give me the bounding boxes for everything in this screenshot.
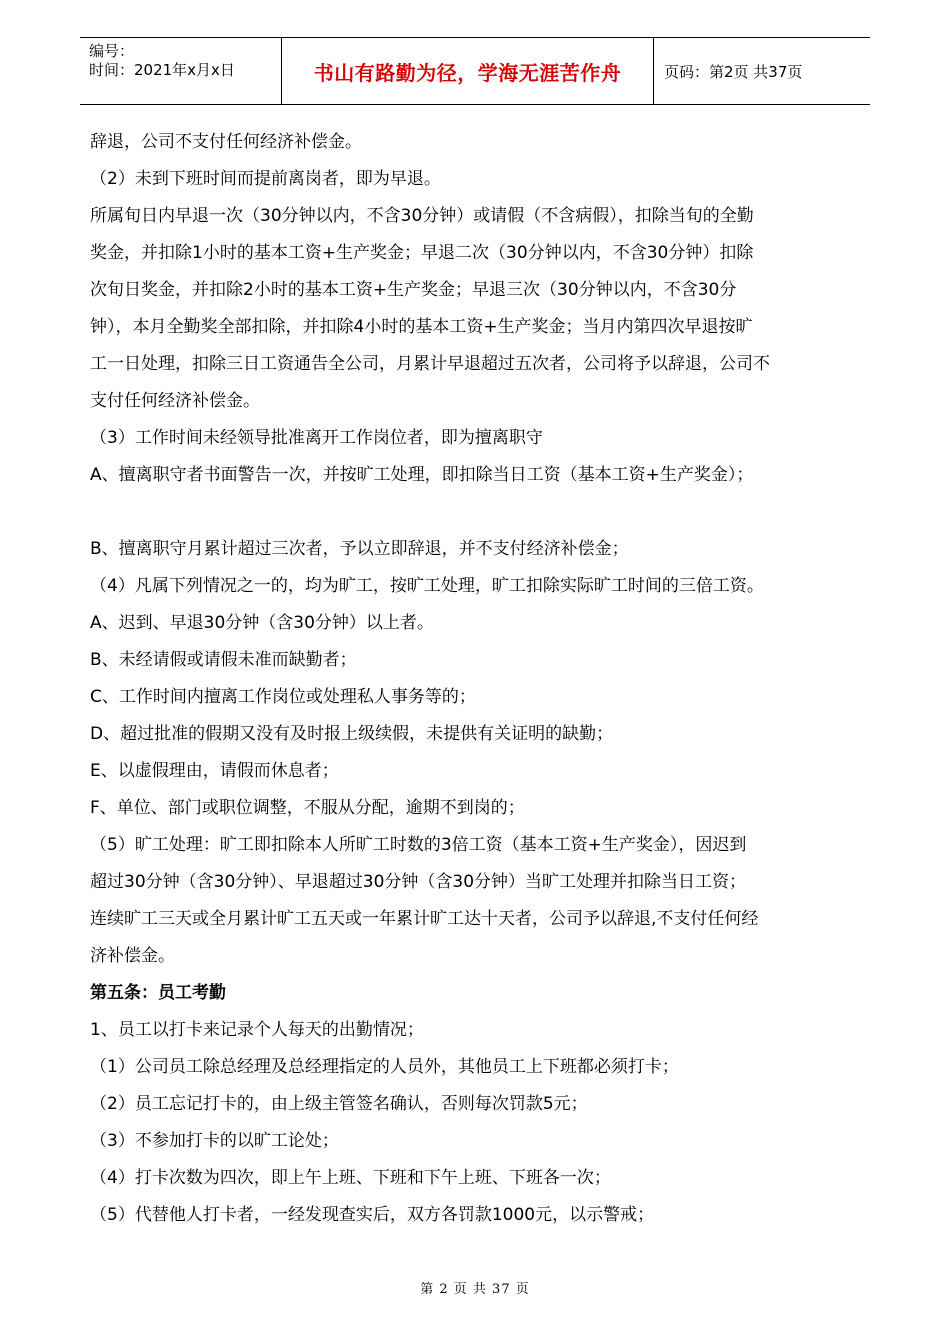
body-line: （4）打卡次数为四次，即上午上班、下班和下午上班、下班各一次； [90, 1168, 611, 1188]
body-line: 次旬日奖金，并扣除2小时的基本工资+生产奖金；早退三次（30分钟以内，不含30分 [90, 280, 737, 300]
body-line: （2）未到下班时间而提前离岗者，即为早退。 [90, 169, 441, 189]
header-page-number: 页码：第2页 共37页 [664, 62, 803, 81]
body-line: 连续旷工三天或全月累计旷工五天或一年累计旷工达十天者，公司予以辞退,不支付任何经 [90, 909, 759, 929]
blank-line [90, 494, 870, 531]
document-number-label: 编号： [89, 42, 135, 60]
document-body [90, 124, 870, 1234]
header-page-cell [654, 38, 870, 104]
header-motto: 书山有路勤为径，学海无涯苦作舟 [313, 60, 622, 85]
body-line: C、工作时间内擅离工作岗位或处理私人事务等的； [90, 687, 476, 707]
body-line: 辞退，公司不支付任何经济补偿金。 [90, 132, 362, 152]
body-line: （3）工作时间未经领导批准离开工作岗位者，即为擅离职守 [90, 428, 543, 448]
page-footer: 第 2 页 共 37 页 [420, 1282, 530, 1297]
body-line: 支付任何经济补偿金。 [90, 391, 260, 411]
body-line: 工一日处理，扣除三日工资通告全公司，月累计早退超过五次者，公司将予以辞退，公司不 [90, 354, 770, 374]
body-line: 超过30分钟（含30分钟）、早退超过30分钟（含30分钟）当旷工处理并扣除当日工资； [90, 872, 747, 892]
body-line: D、超过批准的假期又没有及时报上级续假，未提供有关证明的缺勤； [90, 724, 614, 744]
body-line: （3）不参加打卡的以旷工论处； [90, 1131, 339, 1151]
page-header [80, 37, 870, 105]
body-line: A、擅离职守者书面警告一次，并按旷工处理，即扣除当日工资（基本工资+生产奖金）； [90, 465, 754, 485]
body-line: （5）旷工处理：旷工即扣除本人所旷工时数的3倍工资（基本工资+生产奖金），因迟到 [90, 835, 747, 855]
body-line: F、单位、部门或职位调整，不服从分配，逾期不到岗的； [90, 798, 525, 818]
body-line: （2）员工忘记打卡的，由上级主管签名确认，否则每次罚款5元； [90, 1094, 588, 1114]
body-line: （1）公司员工除总经理及总经理指定的人员外，其他员工上下班都必须打卡； [90, 1057, 679, 1077]
body-line: A、迟到、早退30分钟（含30分钟）以上者。 [90, 613, 434, 633]
body-line: B、未经请假或请假未准而缺勤者； [90, 650, 357, 670]
body-line: 1、员工以打卡来记录个人每天的出勤情况； [90, 1020, 424, 1040]
body-line: （4）凡属下列情况之一的，均为旷工，按旷工处理，旷工扣除实际旷工时间的三倍工资。 [90, 576, 764, 596]
body-line: （5）代替他人打卡者，一经发现查实后，双方各罚款1000元，以示警戒； [90, 1205, 655, 1225]
document-date-label: 时间：2021年x月x日 [89, 61, 235, 79]
body-line: 奖金，并扣除1小时的基本工资+生产奖金；早退二次（30分钟以内，不含30分钟）扣除 [90, 243, 754, 263]
header-motto-cell [282, 38, 654, 104]
body-line: 所属旬日内早退一次（30分钟以内，不含30分钟）或请假（不含病假），扣除当旬的全勤 [90, 206, 754, 226]
header-meta [80, 38, 282, 104]
body-line: B、擅离职守月累计超过三次者，予以立即辞退，并不支付经济补偿金； [90, 539, 629, 559]
body-line: 钟），本月全勤奖全部扣除，并扣除4小时的基本工资+生产奖金；当月内第四次早退按旷 [90, 317, 753, 337]
body-line: 济补偿金。 [90, 946, 175, 966]
body-line: E、以虚假理由，请假而休息者； [90, 761, 339, 781]
section-heading: 第五条：员工考勤 [90, 983, 226, 1003]
